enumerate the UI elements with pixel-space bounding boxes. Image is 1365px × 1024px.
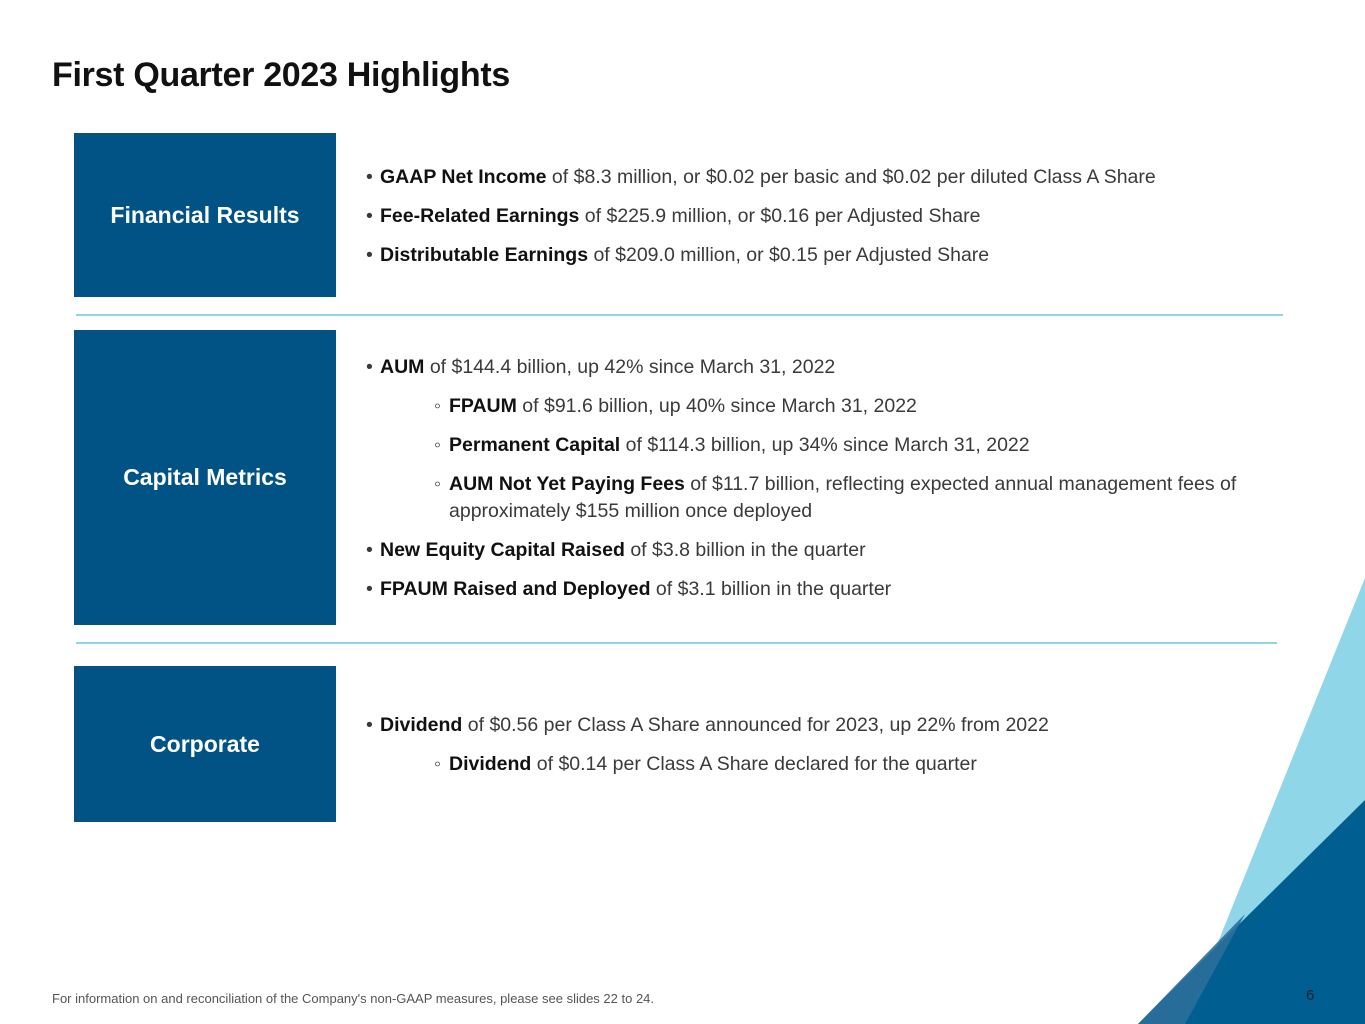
bullet-highlight: Dividend	[449, 753, 532, 775]
bullet-highlight: FPAUM	[449, 395, 517, 417]
bullet-highlight: GAAP Net Income	[380, 166, 547, 188]
bullet-text: of $3.8 billion in the quarter	[624, 539, 866, 561]
bullet-highlight: New Equity Capital Raised	[380, 539, 625, 561]
bullet-highlight: AUM	[380, 356, 425, 378]
bullet-text: of $209.0 million, or $0.15 per Adjusted Share	[588, 244, 990, 266]
page-title: First Quarter 2023 Highlights	[52, 56, 510, 94]
bullet-highlight: Permanent Capital	[449, 434, 621, 456]
bullet-highlight: AUM Not Yet Paying Fees	[449, 473, 685, 495]
bullet-text: of $225.9 million, or $0.16 per Adjusted Share	[579, 205, 981, 227]
bullet-text: of $114.3 billion, up 34% since March 31, 2022	[620, 434, 1030, 456]
bullet-text: of $0.14 per Class A Share declared for the quarter	[531, 753, 977, 775]
bullet-text: of $0.56 per Class A Share announced for 2023, up 22% from 2022	[462, 714, 1049, 736]
bullet-text: of $11.7 billion, reflecting expected annual management fees of approximately $155 million once deployed	[449, 473, 1237, 522]
financial-results-label: Financial Results	[74, 133, 336, 297]
bullet-text: of $3.1 billion in the quarter	[650, 578, 892, 600]
footnote: For information on and reconciliation of the Company's non-GAAP measures, please see slides 22 to 24.	[52, 991, 655, 1006]
capital-metrics-label: Capital Metrics	[74, 330, 336, 625]
bullet-highlight: FPAUM Raised and Deployed	[380, 578, 651, 600]
bullet-text: of $8.3 million, or $0.02 per basic and $0.02 per diluted Class A Share	[546, 166, 1156, 188]
corporate-label: Corporate	[74, 666, 336, 822]
bullet-text: of $91.6 billion, up 40% since March 31, 2022	[516, 395, 917, 417]
bullet-text: of $144.4 billion, up 42% since March 31, 2022	[424, 356, 836, 378]
page-number: 6	[1306, 987, 1315, 1004]
bullet-highlight: Distributable Earnings	[380, 244, 589, 266]
bullet-highlight: Dividend	[380, 714, 463, 736]
bullet-highlight: Fee-Related Earnings	[380, 205, 580, 227]
